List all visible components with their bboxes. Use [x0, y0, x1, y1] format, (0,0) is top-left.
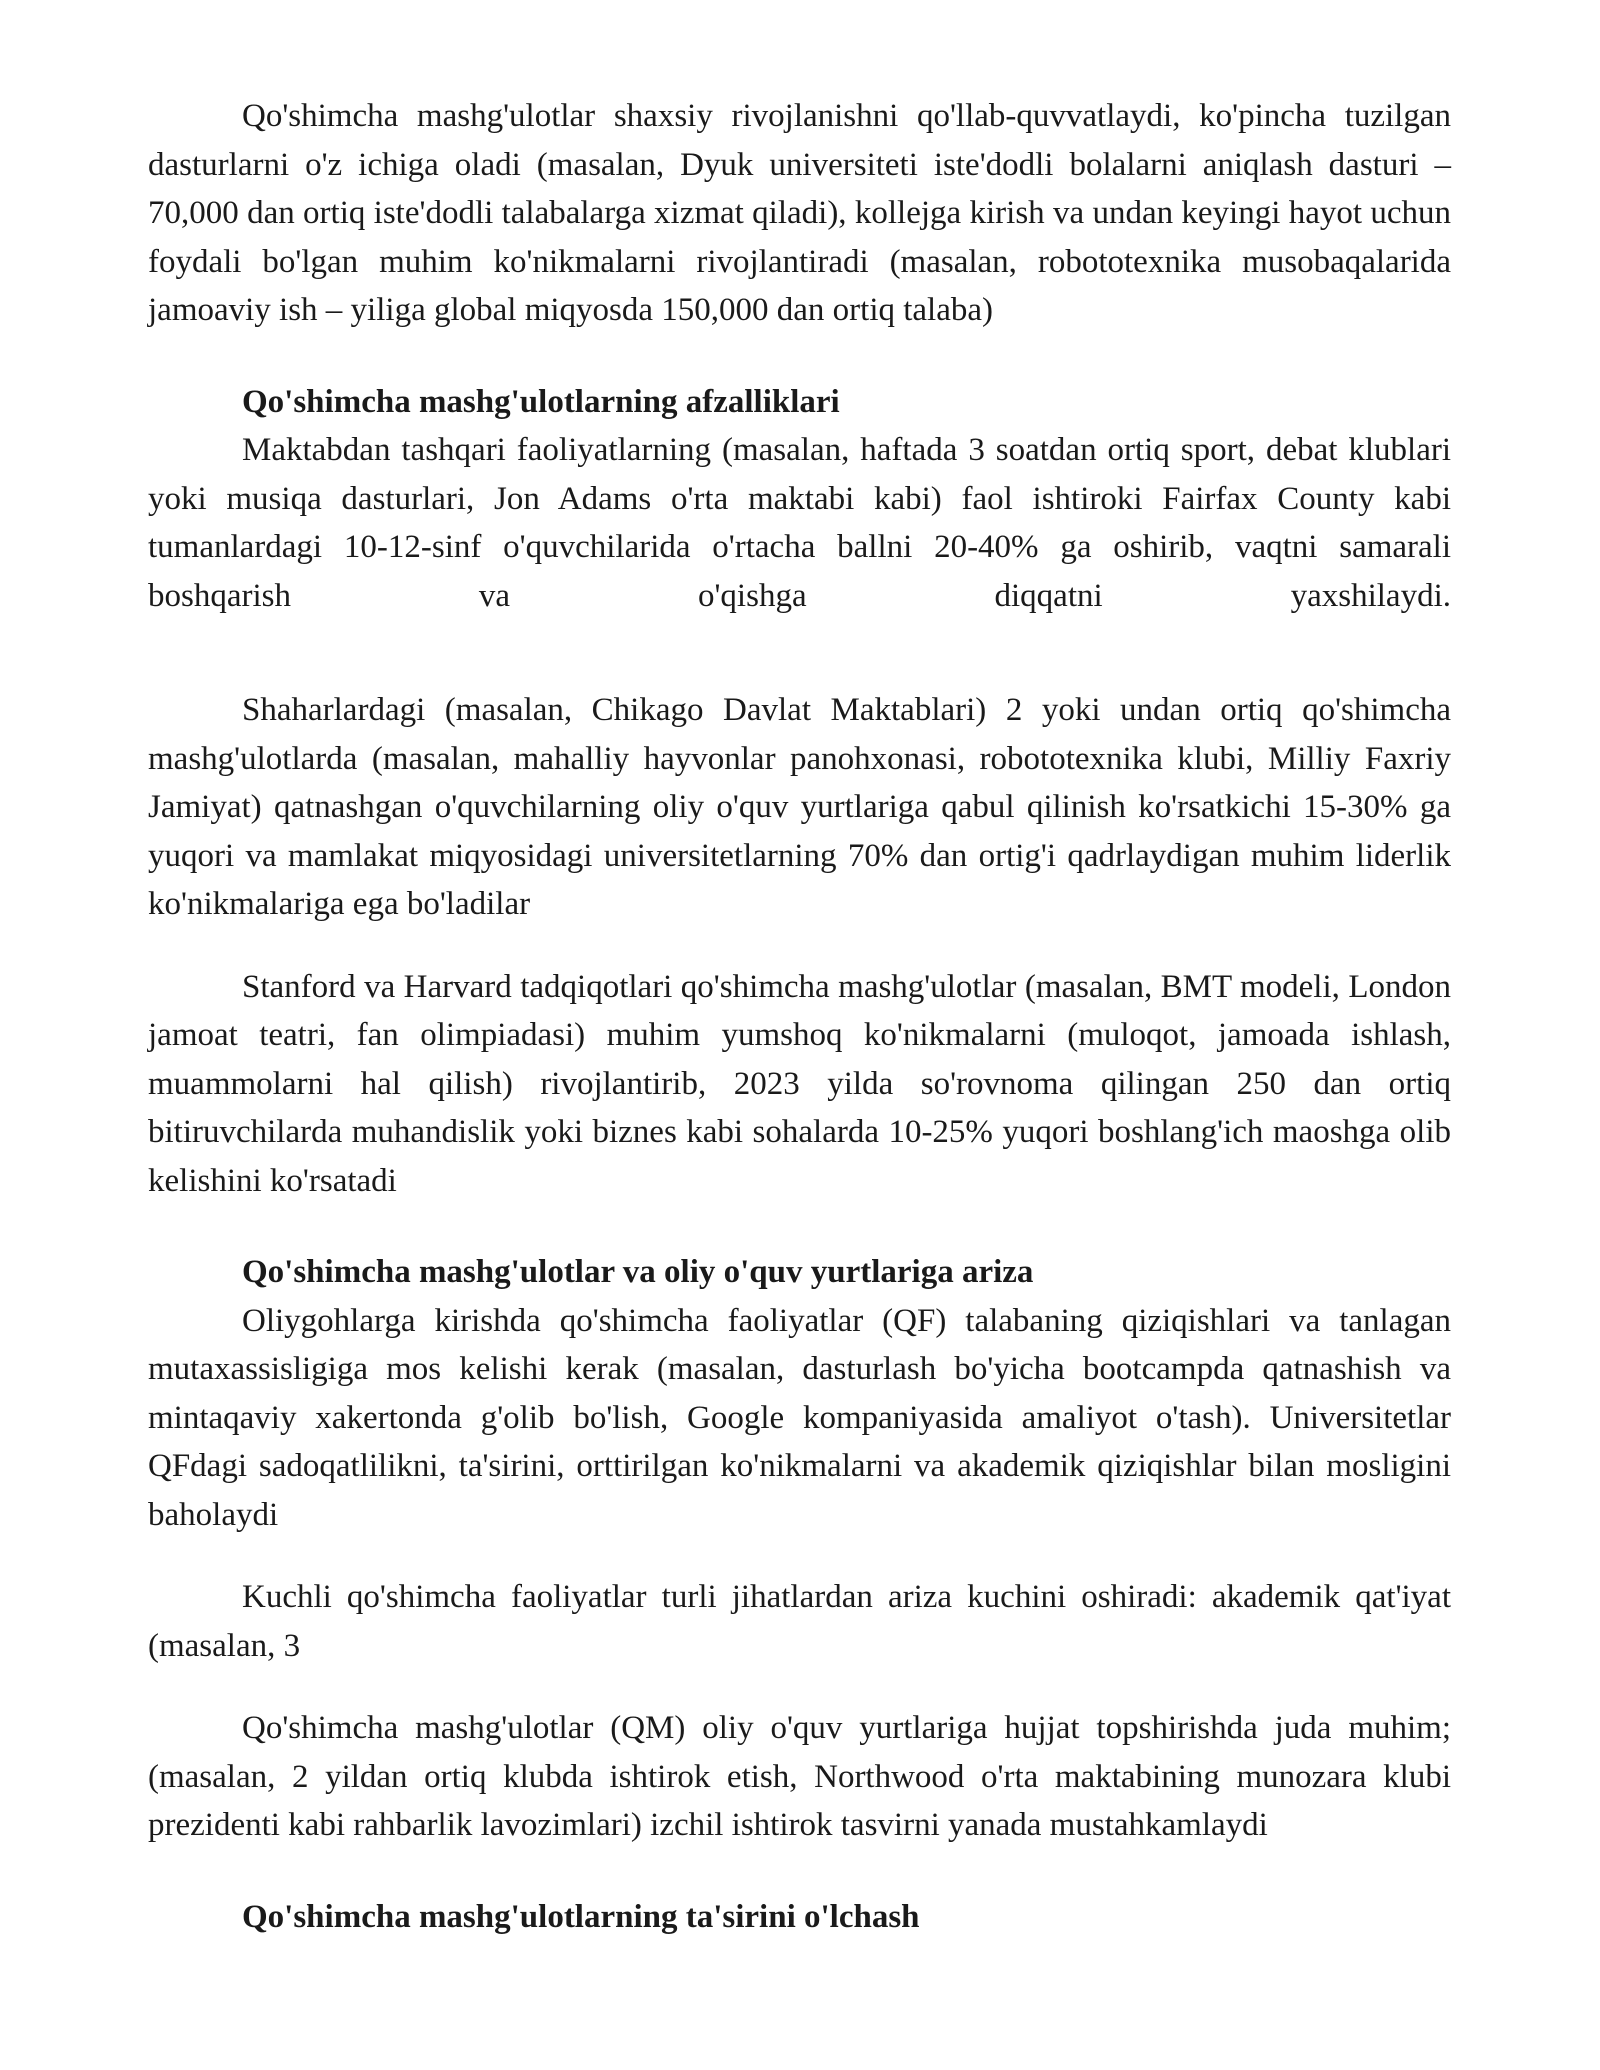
spacer	[148, 1850, 1451, 1893]
paragraph-consistent-participation: Qo'shimcha mashg'ulotlar (QM) oliy o'quv yurtlariga hujjat topshirishda juda muhim; (masalan, 2 yildan ortiq klubda ishtirok etish, Northwood o'rta maktabining munozara klubi prezidenti kabi rahbarlik lavozimlari) izchil ishtirok tasvirni yanada mustahkamlaydi	[148, 1710, 1451, 1843]
paragraph-extracurricular-participation: Maktabdan tashqari faoliyatlarning (masalan, haftada 3 soatdan ortiq sport, debat klublari yoki musiqa dasturlari, Jon Adams o'rta maktabi kabi) faol ishtiroki Fairfax County kabi tumanlardagi 10-12-sinf o'quvchilarida o'rtacha ballni 20-40% ga oshirib, vaqtni samarali boshqarish va o'qishga diqqatni yaxshilaydi.	[148, 432, 1451, 614]
paragraph-personal-development: Qo'shimcha mashg'ulotlar shaxsiy rivojlanishni qo'llab-quvvatlaydi, ko'pincha tuzilgan dasturlarni o'z ichiga oladi (masalan, Dyuk universiteti iste'dodli bolalarni aniqlash dasturi – 70,000 dan ortiq iste'dodli talabalarga xizmat qiladi), kollejga kirish va undan keyingi hayot uchun foydali bo'lgan muhim ko'nikmalarni rivojlantiradi (masalan, robototexnika musobaqalarida jamoaviy ish – yiliga global miqyosda 150,000 dan ortiq talaba)	[148, 98, 1451, 328]
heading-benefits: Qo'shimcha mashg'ulotlarning afzalliklari	[242, 383, 840, 420]
paragraph-urban-students: Shaharlardagi (masalan, Chikago Davlat Maktablari) 2 yoki undan ortiq qo'shimcha mashg'ulotlarda (masalan, mahalliy hayvonlar panohxonasi, robototexnika klubi, Milliy Faxriy Jamiyat) qatnashgan o'quvchilarning oliy o'quv yurtlariga qabul qilinish ko'rsatkichi 15-30% ga yuqori va mamlakat miqyosidagi universitetlarning 70% dan ortig'i qadrlaydigan muhim liderlik ko'nikmalariga ega bo'ladilar	[148, 692, 1451, 922]
spacer	[148, 1670, 1451, 1704]
spacer	[148, 1539, 1451, 1573]
paragraph-strong-activities: Kuchli qo'shimcha faoliyatlar turli jihatlardan ariza kuchini oshiradi: akademik qat'iyat (masalan, 3	[148, 1579, 1451, 1664]
spacer	[148, 929, 1451, 963]
spacer	[148, 1205, 1451, 1248]
paragraph-admissions-alignment: Oliygohlarga kirishda qo'shimcha faoliyatlar (QF) talabaning qiziqishlari va tanlagan mutaxassisligiga mos kelishi kerak (masalan, dasturlash bo'yicha bootcampda qatnashish va mintaqaviy xakertonda g'olib bo'lish, Google kompaniyasida amaliyot o'tash). Universitetlar QFdagi sadoqatlilikni, ta'sirini, orttirilgan ko'nikmalarni va akademik qiziqishlar bilan mosligini baholaydi	[148, 1302, 1451, 1533]
document-page	[148, 92, 1451, 1941]
heading-measuring-impact: Qo'shimcha mashg'ulotlarning ta'sirini o'lchash	[242, 1898, 920, 1935]
spacer	[148, 335, 1451, 378]
spacer	[148, 620, 1451, 686]
paragraph-stanford-harvard: Stanford va Harvard tadqiqotlari qo'shimcha mashg'ulotlar (masalan, BMT modeli, London jamoat teatri, fan olimpiadasi) muhim yumshoq ko'nikmalarni (muloqot, jamoada ishlash, muammolarni hal qilish) rivojlantirib, 2023 yilda so'rovnoma qilingan 250 dan ortiq bitiruvchilarda muhandislik yoki biznes kabi sohalarda 10-25% yuqori boshlang'ich maoshga olib kelishini ko'rsatadi	[148, 968, 1451, 1199]
heading-college-application: Qo'shimcha mashg'ulotlar va oliy o'quv yurtlariga ariza	[242, 1254, 1034, 1290]
